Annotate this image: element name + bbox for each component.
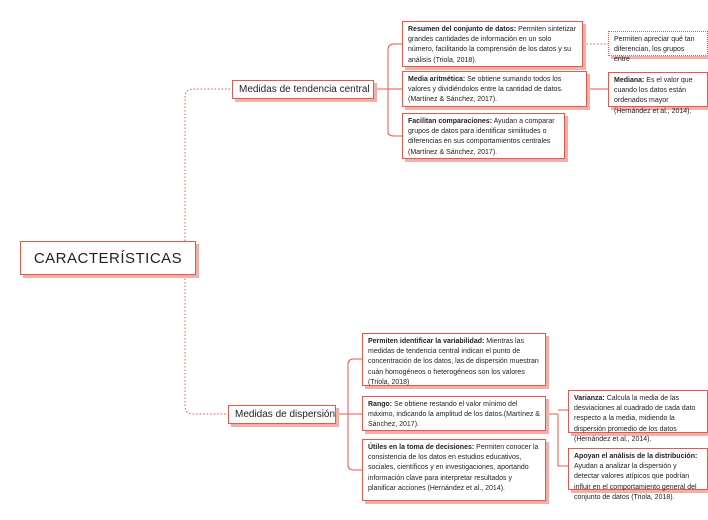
card-comparaciones-head: Facilitan comparaciones: bbox=[408, 118, 493, 125]
card-distribucion-head: Apoyan el análisis de la distribución: bbox=[574, 453, 698, 460]
card-media[interactable] bbox=[402, 71, 587, 107]
link-root-dispersion bbox=[185, 275, 228, 414]
branch-tendencia-central[interactable] bbox=[232, 80, 374, 99]
card-decisiones-head: Útiles en la toma de decisiones: bbox=[368, 444, 475, 451]
card-distribucion[interactable] bbox=[568, 448, 708, 501]
card-decisiones[interactable] bbox=[362, 439, 546, 501]
card-mediana-head: Mediana: bbox=[614, 77, 645, 84]
link-dispersion-cards bbox=[336, 359, 362, 470]
branch-dispersion-label: Medidas de dispersión bbox=[235, 409, 336, 420]
card-permiten-apreciar[interactable] bbox=[608, 31, 708, 64]
card-resumen[interactable] bbox=[402, 21, 583, 67]
card-media-head: Media aritmética: bbox=[408, 76, 466, 83]
card-rango-body: Se obtiene restando el valor mínimo del máximo, indicando la amplitud de los datos.(Martínez & Sánchez, 2017). bbox=[368, 401, 540, 429]
link-root-tendencia bbox=[185, 89, 232, 241]
card-comparaciones-body: Ayudan a comparar grupos de datos para identificar similitudes o diferencias en sus comportamientos centrales (Martínez & Sánchez, 2017). bbox=[408, 118, 555, 156]
link-tendencia-cards bbox=[374, 44, 402, 136]
root-node[interactable] bbox=[20, 241, 196, 275]
card-mediana[interactable] bbox=[608, 72, 708, 115]
link-dispersion-right bbox=[546, 410, 568, 466]
card-variabilidad-head: Permiten identificar la variabilidad: bbox=[368, 338, 485, 345]
card-variabilidad[interactable] bbox=[362, 333, 546, 386]
branch-dispersion[interactable] bbox=[228, 405, 336, 424]
card-rango-head: Rango: bbox=[368, 401, 393, 408]
card-comparaciones[interactable] bbox=[402, 113, 565, 159]
card-decisiones-body: Permiten conocer la consistencia de los datos en estudios educativos, sociales, científicos y en investigaciones, aportando información clave para interpretar resultados y planificar acciones (Hernández et al., 2014). bbox=[368, 444, 539, 492]
card-distribucion-body: Ayudan a analizar la dispersión y detectar valores atípicos que podrían influir en el comportamiento general del conjunto de datos (Triola, 2018). bbox=[574, 463, 697, 501]
branch-tendencia-label: Medidas de tendencia central bbox=[239, 84, 370, 95]
root-title: CARACTERÍSTICAS bbox=[33, 249, 183, 267]
card-variabilidad-body: Mientras las medidas de tendencia central indican el punto de concentración de los datos, las de dispersión muestran cuán homogéneos o heterogéneos son los valores (Triola, 2018) bbox=[368, 338, 539, 386]
card-rango[interactable] bbox=[362, 396, 546, 431]
card-varianza-body: Calcula la media de las desviaciones al cuadrado de cada dato respecto a la media, midiendo la dispersión promedio de los datos (Hernández et al., 2014). bbox=[574, 395, 696, 443]
card-varianza[interactable] bbox=[568, 390, 708, 443]
card-mediana-body: Es el valor que cuando los datos están ordenados mayor (Hernández et al., 2014). bbox=[614, 77, 693, 115]
card-varianza-head: Varianza: bbox=[574, 395, 605, 402]
card-media-body: Se obtiene sumando todos los valores y dividiéndolos entre la cantidad de datos. (Martínez & Sánchez, 2017). bbox=[408, 76, 563, 104]
card-permiten-body: Permiten apreciar qué tan diferencian, los grupos entre bbox=[614, 36, 695, 64]
card-resumen-body: Permiten sintetizar grandes cantidades de información en un solo número, facilitando la comprensión de los datos y su análisis (Triola, 2018). bbox=[408, 26, 577, 64]
card-resumen-head: Resumen del conjunto de datos: bbox=[408, 26, 517, 33]
